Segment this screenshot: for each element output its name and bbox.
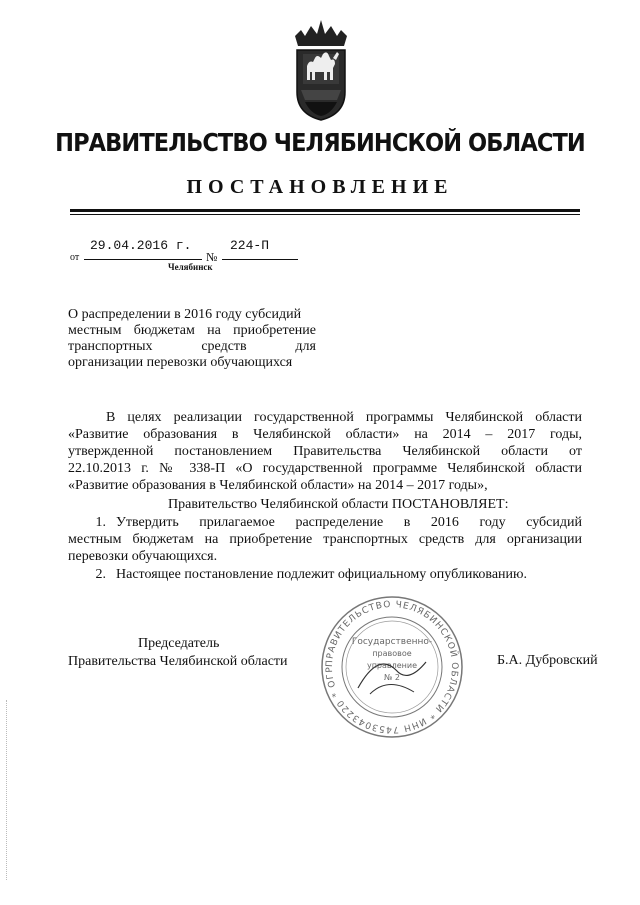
preamble-paragraph <box>68 409 582 494</box>
item-number: 2. <box>95 567 106 582</box>
seal-inner-line: № 2 <box>384 673 400 682</box>
subject-word: для <box>295 339 316 354</box>
item-line: Настоящее постановление подлежит официальному опубликованию. <box>116 567 527 582</box>
document-number: 224-П <box>230 238 270 253</box>
seal-outer-text: ПРАВИТЕЛЬСТВО ЧЕЛЯБИНСКОЙ ОБЛАСТИ * ИНН 7453043220 * ОГР <box>324 599 460 735</box>
signatory-name: Б.А. Дубровский <box>497 653 598 668</box>
seal-inner-line: управление <box>366 661 418 670</box>
subject-line: О распределении в 2016 году субсидий <box>68 307 302 322</box>
preamble-line: «Развитие образования в Челябинской области» на 2014 – 2017 годы», <box>68 478 488 493</box>
coat-of-arms-icon <box>287 14 355 122</box>
document-type: ПОСТАНОВЛЕНИЕ <box>186 176 454 198</box>
government-title: ПРАВИТЕЛЬСТВО ЧЕЛЯБИНСКОЙ ОБЛАСТИ <box>55 128 585 157</box>
resolves-line: Правительство Челябинской области ПОСТАНОВЛЯЕТ: <box>168 497 509 512</box>
subject-line <box>68 339 316 355</box>
item-line: перевозки обучающихся. <box>68 549 218 564</box>
subject-word: транспортных <box>68 339 153 354</box>
document-subject <box>68 307 316 371</box>
item-number: 1. <box>95 515 106 530</box>
official-seal-icon <box>318 592 466 742</box>
item-1 <box>68 514 582 565</box>
city-label: Челябинск <box>168 262 213 272</box>
item-2 <box>68 566 582 583</box>
seal-inner-line: правовое <box>372 649 412 658</box>
subject-word: средств <box>201 339 247 354</box>
number-underline <box>222 259 298 260</box>
preamble-line: «Развитие образования в Челябинской области» на 2014 – 2017 годы, <box>68 427 582 442</box>
date-underline <box>84 259 202 260</box>
header-rule-thick <box>70 209 580 212</box>
item-line: Утвердить прилагаемое распределение в 2016 году субсидий <box>116 515 582 530</box>
subject-line: организации перевозки обучающихся <box>68 355 293 370</box>
document-date: 29.04.2016 г. <box>90 238 192 253</box>
subject-line: местным бюджетам на приобретение <box>68 323 316 338</box>
scan-artifact <box>6 700 9 880</box>
preamble-line: 22.10.2013 г. № 338-П «О государственной программе Челябинской области <box>68 461 582 476</box>
date-prefix: от <box>70 252 80 263</box>
signatory-position: Председатель Правительства Челябинской области <box>68 636 288 669</box>
preamble-line: утвержденной постановлением Правительства Челябинской области от <box>68 444 582 459</box>
item-line: местным бюджетам на приобретение транспортных средств для организации <box>68 532 582 547</box>
seal-inner-line: Государственно- <box>351 637 433 647</box>
preamble-line: В целях реализации государственной программы Челябинской области <box>106 410 582 425</box>
number-prefix: № <box>206 250 218 264</box>
header-rule-thin <box>70 214 580 215</box>
